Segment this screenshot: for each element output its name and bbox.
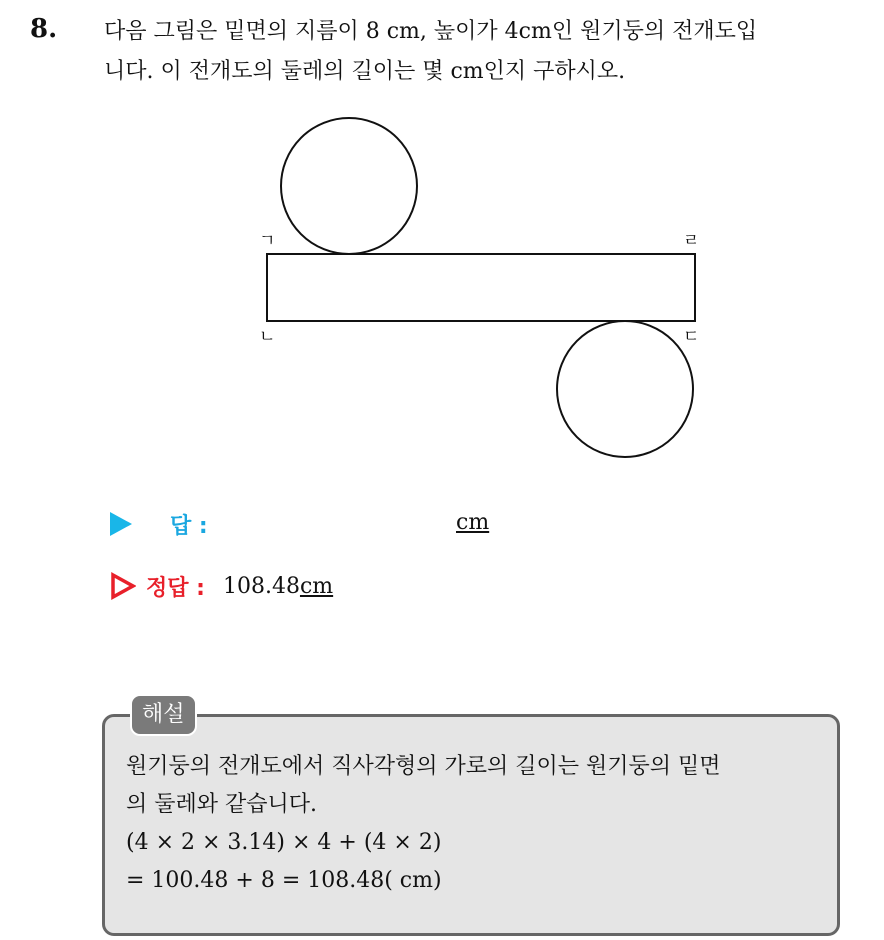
correct-answer-value: 108.48 xyxy=(222,573,300,599)
explanation-text xyxy=(126,748,826,900)
vertex-label-top-right: ㄹ xyxy=(683,231,700,251)
explanation-formula-2: = 100.48 + 8 = 108.48( cm) xyxy=(126,868,442,893)
explanation-line-1: 원기둥의 전개도에서 직사각형의 가로의 길이는 원기둥의 밑면 xyxy=(126,754,721,779)
question-number: 8. xyxy=(30,14,58,44)
answer-row xyxy=(110,506,208,542)
side-rectangle xyxy=(267,254,695,321)
vertex-label-bottom-left: ㄴ xyxy=(259,327,276,347)
answer-label: 답 : xyxy=(170,513,208,539)
correct-answer-row xyxy=(110,566,333,606)
vertex-label-bottom-right: ㄷ xyxy=(683,327,700,347)
play-outline-icon xyxy=(110,572,136,600)
explanation-formula-1: (4 × 2 × 3.14) × 4 + (4 × 2) xyxy=(126,830,442,855)
explanation-tag: 해설 xyxy=(130,694,197,736)
correct-answer-label: 정답 : xyxy=(146,575,205,601)
explanation-line-2: 의 둘레와 같습니다. xyxy=(126,792,317,817)
question-line-2: 니다. 이 전개도의 둘레의 길이는 몇 cm인지 구하시오. xyxy=(104,59,626,84)
question-line-1: 다음 그림은 밑면의 지름이 8 cm, 높이가 4cm인 원기둥의 전개도입 xyxy=(104,19,758,44)
bottom-base-circle xyxy=(557,321,693,457)
top-base-circle xyxy=(281,118,417,254)
answer-unit: cm xyxy=(456,510,490,535)
play-icon xyxy=(110,512,132,536)
vertex-label-top-left: ㄱ xyxy=(259,231,276,251)
correct-answer-unit: cm xyxy=(299,573,334,599)
